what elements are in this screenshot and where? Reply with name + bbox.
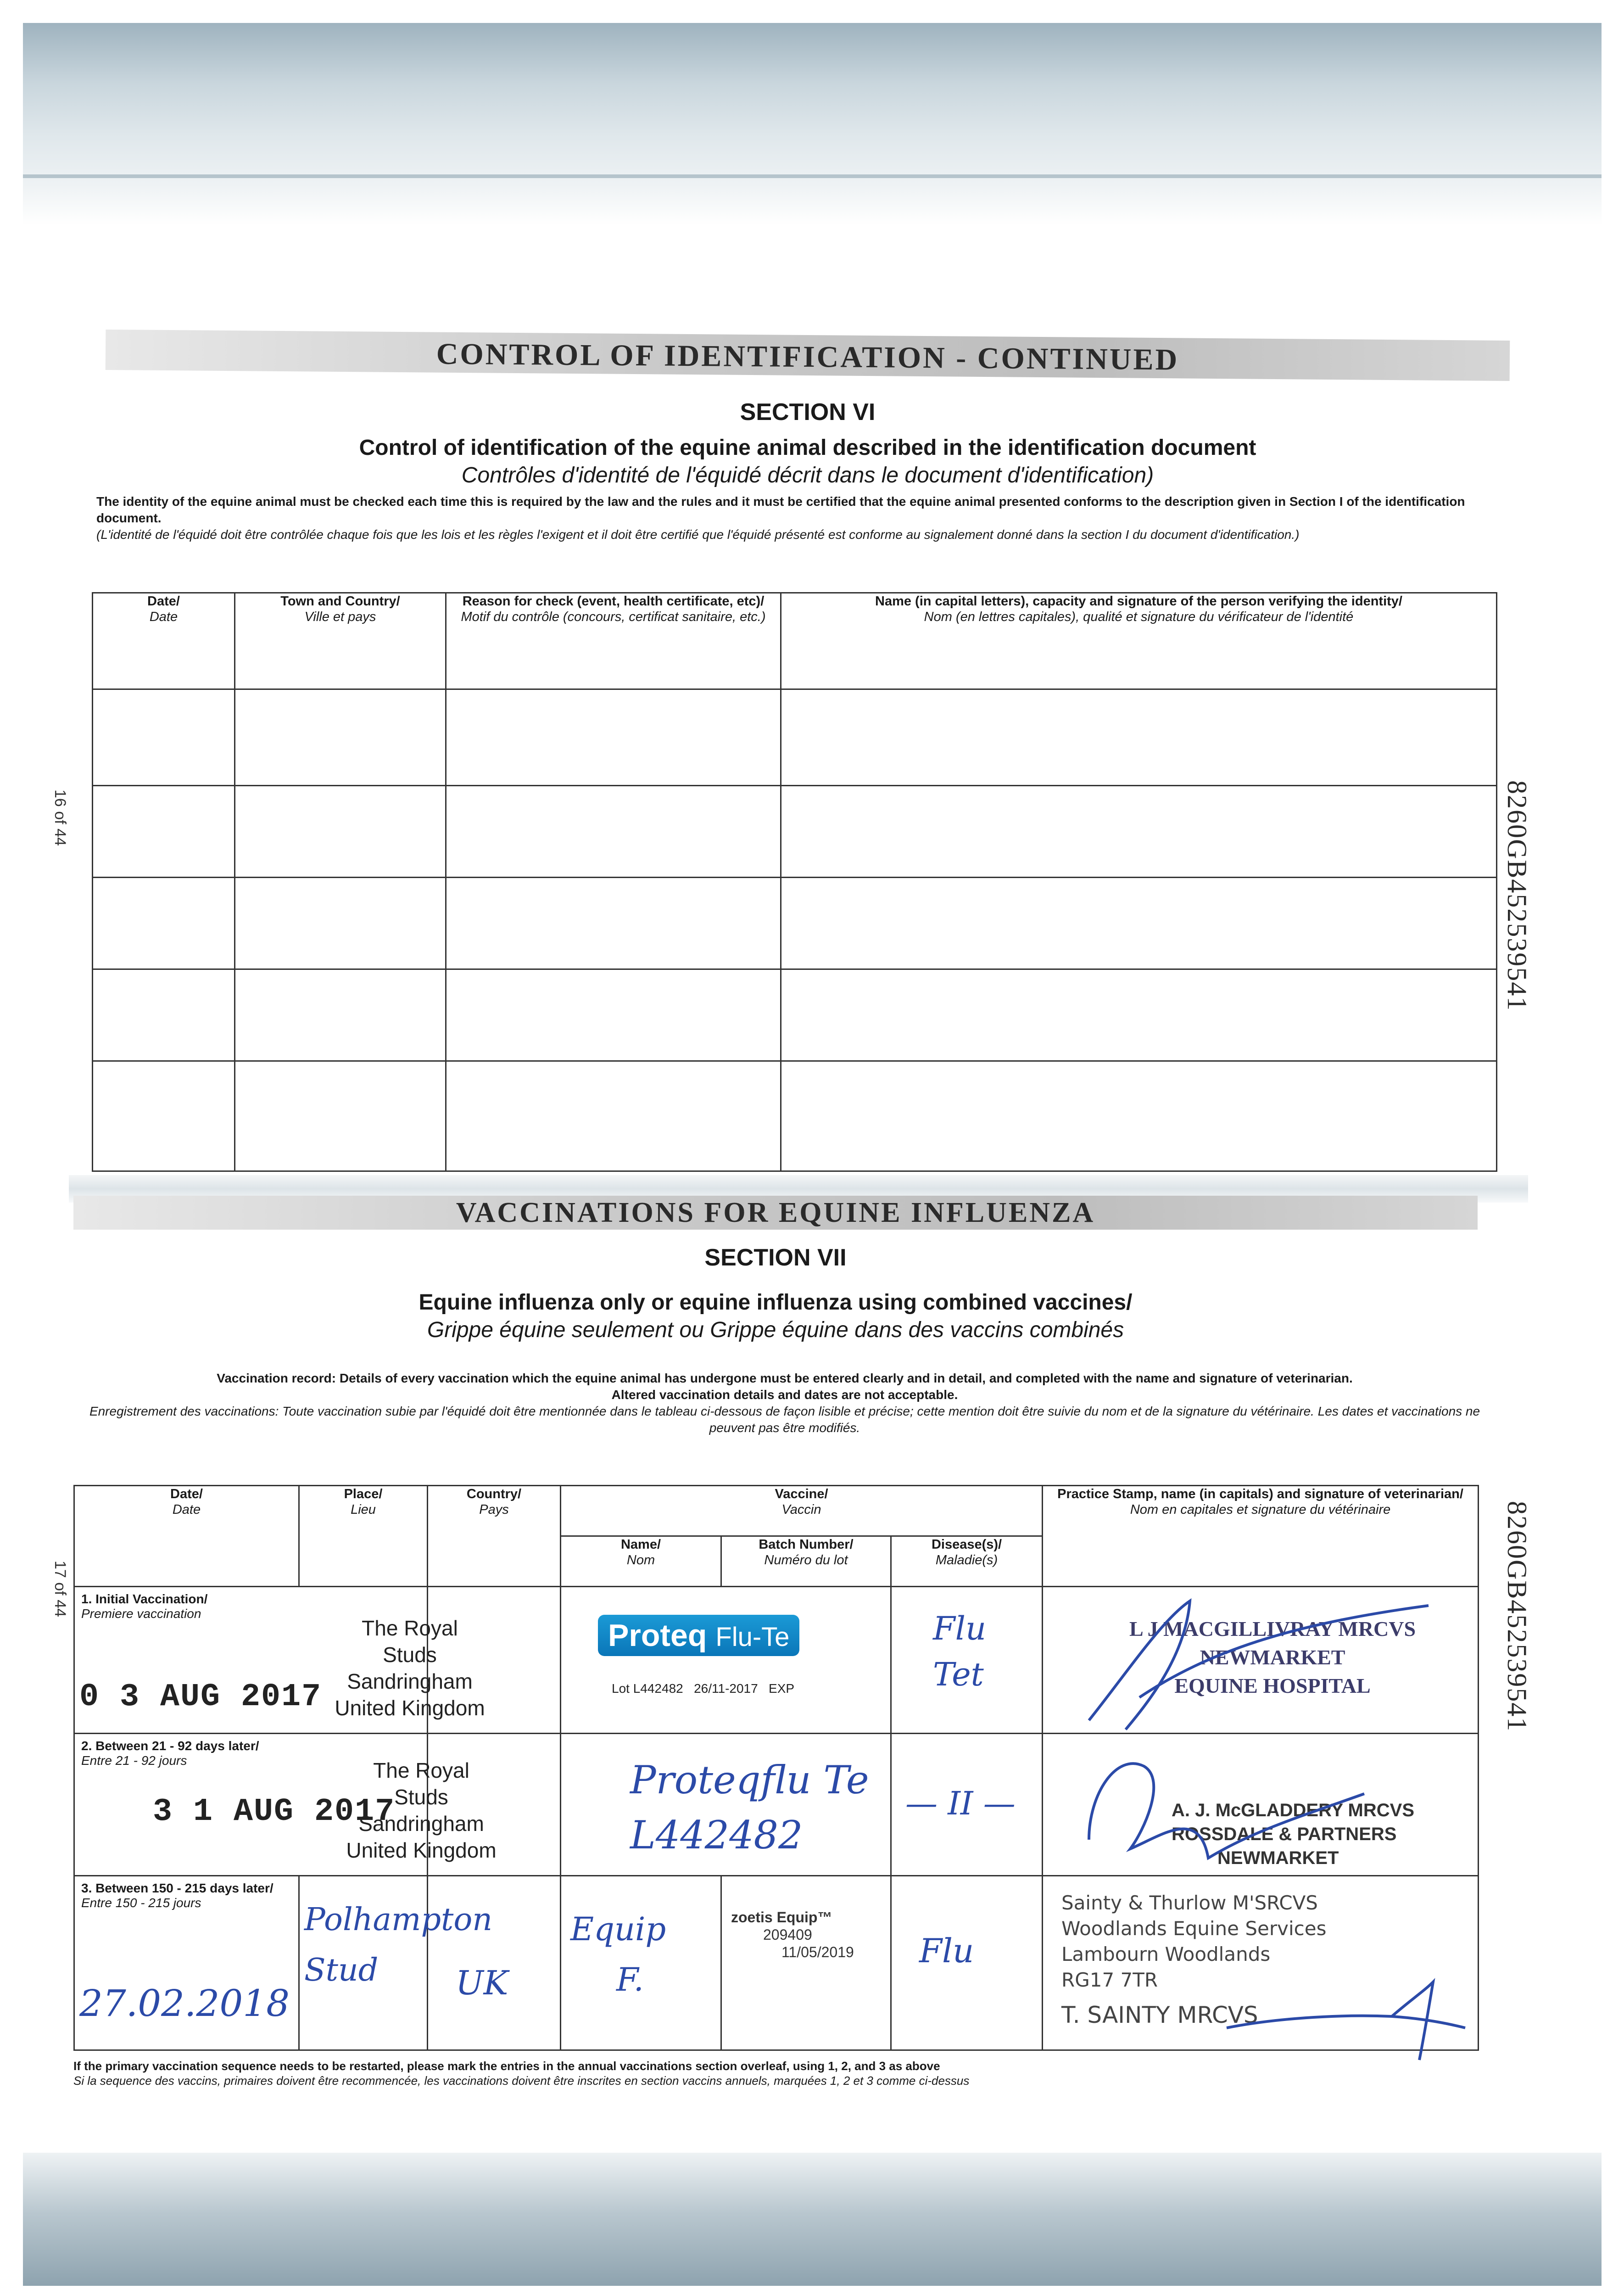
verifier-cell[interactable]: [781, 969, 1497, 1061]
table-row: [93, 878, 1497, 969]
row2-date-place: 2. Between 21 - 92 days later/ Entre 21 - 92 jours 3 1 AUG 2017 The Royal Studs Sandringham United Kingdom: [74, 1734, 428, 1876]
table-row: [93, 689, 1497, 786]
row1-vaccine: [561, 1587, 891, 1734]
section6-subtitle-en: Control of identification of the equine animal described in the identification document: [359, 436, 1256, 460]
vaccination-footnote: If the primary vaccination sequence needs to be restarted, please mark the entries in the annual vaccinations section overleaf, using 1, 2, and 3 as above Si la sequence des vaccins, primaires doivent être recommencée, les vaccinations doivent être inscrites en section vaccins annuels, marquées 1, 2 et 3 comme ci-dessus: [73, 2059, 970, 2088]
town-cell[interactable]: [235, 689, 446, 786]
section7-subtitle-fr: Grippe équine seulement ou Grippe équine dans des vaccins combinés: [427, 1318, 1124, 1342]
row1-place: The Royal Studs Sandringham United Kingdom: [335, 1616, 485, 1720]
row3-place: Polhampton Stud: [299, 1876, 428, 2050]
section7-title: SECTION VII: [704, 1244, 847, 1271]
row1-vet-stamp: L J MACGILLIVRAY MRCVS NEWMARKET EQUINE HOSPITAL: [1043, 1587, 1479, 1734]
table-row: [93, 786, 1497, 878]
row1-date: 0 3 AUG 2017: [79, 1679, 322, 1715]
row3-vet-stamp: Sainty & Thurlow M'SRCVS Woodlands Equine Services Lambourn Woodlands RG17 7TR T. SAINTY MRCVS: [1043, 1876, 1479, 2050]
vaccination-record-instructions: Vaccination record: Details of every vaccination which the equine animal has undergone must be entered clearly and in detail, and completed with the name and signature of veterinarian. Altered vaccination details and dates are not acceptable. Enregistrement des vaccinations: Toute vaccination subie par l'équidé doit être mentionnée dans le tableau ci-dessous de façon lisible et précise; cette mention doit être suivie du nom et de la signature du vétérinaire. Les dates et vaccinations ne peuvent pas être modifiés.: [89, 1371, 1480, 1435]
row3-country: UK: [428, 1876, 561, 2050]
row2-date: 3 1 AUG 2017: [153, 1794, 396, 1830]
row3-batch: zoetis Equip™ 209409 11/05/2019: [721, 1876, 891, 2050]
page-number-left: 16 of 44: [51, 789, 69, 846]
row2-place: The Royal Studs Sandringham United Kingdom: [346, 1758, 497, 1862]
signature-icon: [1061, 1739, 1383, 1876]
header-place: Place/ Lieu: [299, 1486, 428, 1587]
reason-cell[interactable]: [446, 969, 781, 1061]
header-vaccine-name: Name/ Nom: [561, 1536, 721, 1587]
row1-lot: Lot L442482 26/11-2017 EXP: [612, 1681, 795, 1696]
verifier-cell[interactable]: [781, 1061, 1497, 1171]
row3-date: 3. Between 150 - 215 days later/ Entre 150 - 215 jours 27.02.2018: [74, 1876, 299, 2050]
verifier-cell[interactable]: [781, 786, 1497, 878]
verifier-cell[interactable]: [781, 689, 1497, 786]
vaccination-table: [73, 1485, 1479, 2051]
proteq-label: Proteq Flu-Te: [598, 1615, 799, 1656]
row3-date-value: 27.02.2018: [79, 1982, 290, 2025]
reason-cell[interactable]: [446, 1061, 781, 1171]
row2-vet-stamp: A. J. McGLADDERY MRCVS ROSSDALE & PARTNERS NEWMARKET: [1043, 1734, 1479, 1876]
instruction-fr: (L'identité de l'équidé doit être contrôlée chaque fois que les lois et les règles l'exigent et il doit être certifié que l'équidé présenté est conforme au signalement donné dans la section I du document d'identification.): [96, 527, 1300, 542]
signature-icon: [1217, 1973, 1474, 2065]
date-cell[interactable]: [93, 1061, 235, 1171]
scan-top-band: [23, 23, 1602, 225]
reason-cell[interactable]: [446, 786, 781, 878]
header-town: Town and Country/ Ville et pays: [235, 593, 446, 689]
vaccination-row-1: [74, 1587, 1479, 1734]
date-cell[interactable]: [93, 786, 235, 878]
passport-number-bottom: 8260GB452539541: [1502, 1501, 1532, 1732]
verifier-cell[interactable]: [781, 878, 1497, 969]
vaccination-row-3: [74, 1876, 1479, 2050]
header-batch: Batch Number/ Numéro du lot: [721, 1536, 891, 1587]
town-cell[interactable]: [235, 878, 446, 969]
section6-subtitle-fr: Contrôles d'identité de l'équidé décrit dans le document d'identification): [461, 463, 1154, 487]
row1-disease: Flu Tet: [891, 1587, 1043, 1734]
section7-subtitle-en: Equine influenza only or equine influenza using combined vaccines/: [419, 1290, 1133, 1315]
row1-date-place: 1. Initial Vaccination/ Premiere vaccination 0 3 AUG 2017 The Royal Studs Sandringham United Kingdom: [74, 1587, 428, 1734]
vaccination-row-2: [74, 1734, 1479, 1876]
header-reason: Reason for check (event, health certificate, etc)/ Motif du contrôle (concours, certificat sanitaire, etc.): [446, 593, 781, 689]
zoetis-label: zoetis Equip™: [731, 1909, 832, 1926]
scan-bottom-band: [23, 2153, 1602, 2286]
section6-banner: CONTROL OF IDENTIFICATION - CONTINUED: [106, 330, 1510, 381]
reason-cell[interactable]: [446, 878, 781, 969]
section6-instructions: [96, 493, 1478, 543]
town-cell[interactable]: [235, 786, 446, 878]
instruction-en: The identity of the equine animal must be checked each time this is required by the law and the rules and it must be certified that the equine animal presented conforms to the description given in Section I of the identification document.: [96, 494, 1465, 525]
header-vaccine: Vaccine/ Vaccin: [561, 1486, 1043, 1536]
town-cell[interactable]: [235, 1061, 446, 1171]
date-cell[interactable]: [93, 878, 235, 969]
table-row: [93, 969, 1497, 1061]
row3-disease: Flu: [891, 1876, 1043, 2050]
date-cell[interactable]: [93, 969, 235, 1061]
signature-icon: [1071, 1583, 1447, 1739]
header-verifier: Name (in capital letters), capacity and signature of the person verifying the identity/ Nom (en lettres capitales), qualité et signature du vérificateur de l'identité: [781, 593, 1497, 689]
passport-number-top: 8260GB452539541: [1502, 780, 1532, 1012]
section6-title: SECTION VI: [740, 399, 876, 425]
header-date: Date/ Date: [93, 593, 235, 689]
date-cell[interactable]: [93, 689, 235, 786]
reason-cell[interactable]: [446, 689, 781, 786]
town-cell[interactable]: [235, 969, 446, 1061]
header-date: Date/ Date: [74, 1486, 299, 1587]
row2-disease: — II —: [891, 1734, 1043, 1876]
row2-vaccine: Proteqflu Te L442482: [561, 1734, 891, 1876]
table-row: [93, 1061, 1497, 1171]
header-practice: Practice Stamp, name (in capitals) and signature of veterinarian/ Nom en capitales et signature du vétérinaire: [1043, 1486, 1479, 1587]
header-disease: Disease(s)/ Maladie(s): [891, 1536, 1043, 1587]
header-country: Country/ Pays: [428, 1486, 561, 1587]
identity-check-table: [92, 592, 1497, 1172]
page-number-right: 17 of 44: [51, 1561, 69, 1617]
section7-banner: VACCINATIONS FOR EQUINE INFLUENZA: [73, 1196, 1478, 1230]
row3-vaccine-name: Equip F.: [561, 1876, 721, 2050]
